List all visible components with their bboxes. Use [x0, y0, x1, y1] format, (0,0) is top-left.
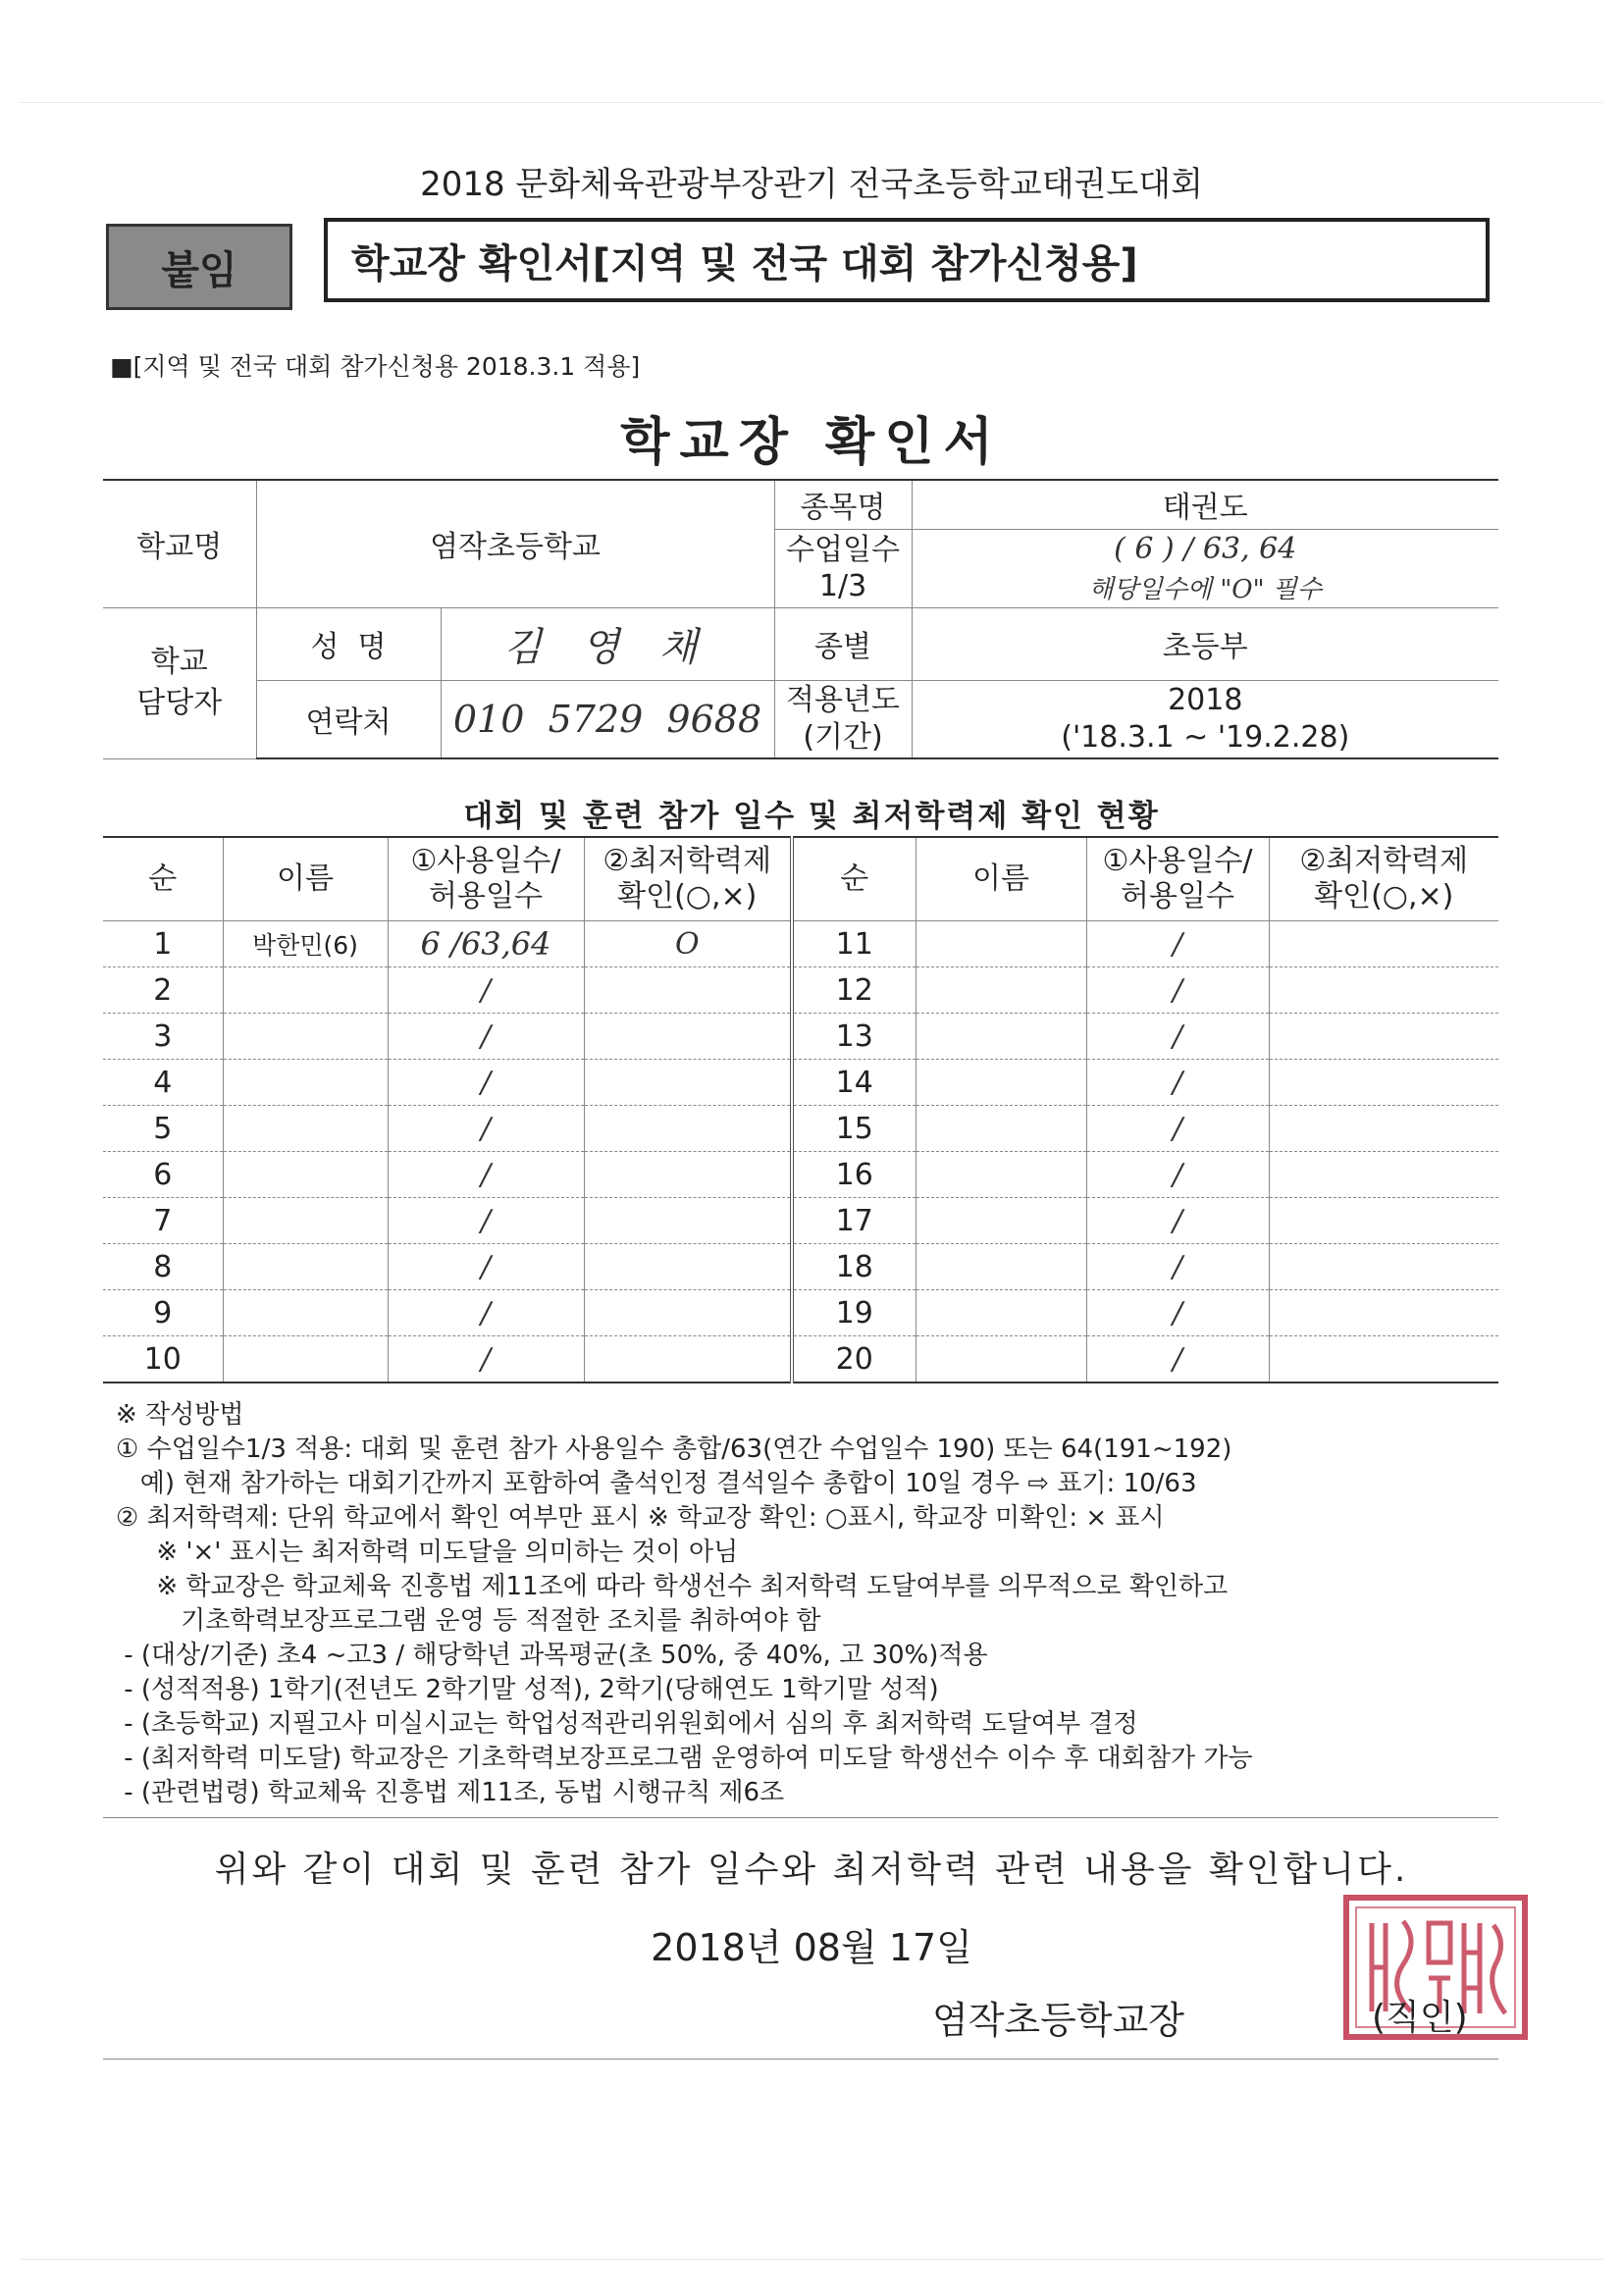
- class-days-label-line2: 1/3: [818, 569, 867, 603]
- bottom-divider: [103, 2059, 1498, 2060]
- row-no: 17: [792, 1198, 916, 1244]
- row-name: [223, 1244, 388, 1290]
- row-no: 6: [103, 1152, 223, 1198]
- participation-table: [103, 836, 1498, 1383]
- school-info-table: [103, 479, 1498, 759]
- row-no: 13: [792, 1014, 916, 1060]
- row-no: 14: [792, 1060, 916, 1106]
- row-name: [916, 1244, 1086, 1290]
- row-name: [916, 921, 1086, 967]
- row-check: [1269, 967, 1498, 1014]
- row-name: [916, 1290, 1086, 1336]
- table-row: [103, 921, 1498, 967]
- row-days: /: [388, 1336, 584, 1383]
- header-check-line2: 확인(○,×): [1314, 879, 1454, 913]
- row-check: [1269, 1106, 1498, 1152]
- row-days: /: [1086, 1244, 1269, 1290]
- row-no: 19: [792, 1290, 916, 1336]
- row-name: [223, 1014, 388, 1060]
- category-value: 초등부: [912, 607, 1498, 680]
- row-no: 3: [103, 1014, 223, 1060]
- table-row: [103, 1106, 1498, 1152]
- class-days-label: [774, 529, 912, 607]
- header-days-left: [388, 837, 584, 921]
- row-check: [584, 1336, 792, 1383]
- row-no: 9: [103, 1290, 223, 1336]
- category-label: 종별: [774, 607, 912, 680]
- row-days: /: [388, 1014, 584, 1060]
- confirmation-statement: 위와 같이 대회 및 훈련 참가 일수와 최저학력 관련 내용을 확인합니다.: [214, 1850, 1409, 1890]
- row-days: /: [388, 1060, 584, 1106]
- row-name: [223, 1290, 388, 1336]
- guide-line: ① 수업일수1/3 적용: 대회 및 훈련 참가 사용일수 총합/63(연간 수업일수 190) 또는 64(191~192): [116, 1435, 1232, 1464]
- header-check-line1: ②최저학력제: [1299, 844, 1469, 878]
- row-check: [1269, 1014, 1498, 1060]
- row-days: /: [388, 1106, 584, 1152]
- row-check: [584, 1060, 792, 1106]
- row-check: [1269, 1244, 1498, 1290]
- row-check: [1269, 1152, 1498, 1198]
- apply-year-label-line1: 적용년도: [786, 683, 900, 718]
- row-days: /: [388, 1244, 584, 1290]
- row-no: 1: [103, 921, 223, 967]
- row-no: 2: [103, 967, 223, 1014]
- row-no: 8: [103, 1244, 223, 1290]
- guide-line: 기초학력보장프로그램 운영 등 적절한 조치를 취하여야 함: [116, 1606, 821, 1636]
- apply-year-value: [912, 680, 1498, 758]
- staff-contact-value: 010 5729 9688: [441, 680, 774, 758]
- guide-line: - (성적적용) 1학기(전년도 2학기말 성적), 2학기(당해연도 1학기말 성적): [116, 1675, 939, 1704]
- header-no-left: 순: [103, 837, 223, 921]
- header-no-right: 순: [792, 837, 916, 921]
- apply-year: 2018: [1168, 683, 1243, 718]
- staff-contact-label: 연락처: [256, 680, 441, 758]
- row-name: [916, 967, 1086, 1014]
- staff-label-line1: 학교: [150, 645, 208, 679]
- row-no: 5: [103, 1106, 223, 1152]
- writing-guide: [116, 1398, 1509, 1810]
- row-name: [916, 1152, 1086, 1198]
- guide-line: ※ '×' 표시는 최저학력 미도달을 의미하는 것이 아님: [116, 1538, 739, 1567]
- staff-name-value: 김 영 채: [441, 607, 774, 680]
- row-no: 16: [792, 1152, 916, 1198]
- header-days-line1: ①사용일수/: [410, 844, 561, 878]
- row-check: [584, 1198, 792, 1244]
- row-check: [1269, 1198, 1498, 1244]
- row-check: [584, 1290, 792, 1336]
- class-days-note: 해당일수에 "O" 필수: [912, 568, 1498, 607]
- class-days-label-line1: 수업일수: [786, 532, 900, 567]
- seal-label: (직인): [1372, 1998, 1468, 2038]
- row-days: /: [1086, 1290, 1269, 1336]
- sport-label: 종목명: [774, 480, 912, 529]
- row-name: [916, 1198, 1086, 1244]
- row-days: /: [388, 967, 584, 1014]
- table-row: [103, 1290, 1498, 1336]
- guide-line: ※ 작성방법: [116, 1400, 244, 1430]
- page-bottom-rule: [20, 2259, 1603, 2260]
- guide-line: ※ 학교장은 학교체육 진흥법 제11조에 따라 학생선수 최저학력 도달여부를 의무적으로 확인하고: [116, 1572, 1229, 1601]
- table-row: [103, 1060, 1498, 1106]
- row-no: 18: [792, 1244, 916, 1290]
- row-days: /: [388, 1198, 584, 1244]
- row-days: /: [1086, 921, 1269, 967]
- row-check: [584, 1014, 792, 1060]
- guide-line: - (최저학력 미도달) 학교장은 기초학력보장프로그램 운영하여 미도달 학생선수 이수 후 대회참가 가능: [116, 1744, 1253, 1773]
- header-days-right: [1086, 837, 1269, 921]
- row-no: 11: [792, 921, 916, 967]
- row-days: /: [388, 1290, 584, 1336]
- row-check: [584, 1152, 792, 1198]
- confirmation-date: 2018년 08월 17일: [651, 1926, 972, 1969]
- guide-line: ② 최저학력제: 단위 학교에서 확인 여부만 표시 ※ 학교장 확인: ○표시, 학교장 미확인: × 표시: [116, 1503, 1165, 1533]
- table-row: [103, 1336, 1498, 1383]
- row-check: [584, 967, 792, 1014]
- row-name: [223, 1106, 388, 1152]
- header-days-line1: ①사용일수/: [1102, 844, 1253, 878]
- guide-line: - (초등학교) 지필고사 미실시교는 학업성적관리위원회에서 심의 후 최저학력 도달여부 결정: [116, 1709, 1138, 1739]
- row-no: 12: [792, 967, 916, 1014]
- row-name: [916, 1106, 1086, 1152]
- sport-value: 태권도: [912, 480, 1498, 529]
- header-check-line2: 확인(○,×): [617, 879, 758, 913]
- row-name: [223, 967, 388, 1014]
- row-no: 7: [103, 1198, 223, 1244]
- row-check: [1269, 1060, 1498, 1106]
- header-days-line2: 허용일수: [429, 879, 543, 913]
- header-name-right: 이름: [916, 837, 1086, 921]
- school-name-label: 학교명: [103, 480, 256, 607]
- principal-title: 염작초등학교장: [932, 1999, 1184, 2042]
- row-days: /: [1086, 1106, 1269, 1152]
- table-row: [103, 967, 1498, 1014]
- row-no: 20: [792, 1336, 916, 1383]
- application-notice: ■[지역 및 전국 대회 참가신청용 2018.3.1 적용]: [110, 352, 641, 381]
- row-check: O: [584, 921, 792, 967]
- row-name: 박한민(6): [223, 921, 388, 967]
- staff-label: [103, 607, 256, 758]
- header-name-left: 이름: [223, 837, 388, 921]
- guide-line: - (대상/기준) 초4 ~고3 / 해당학년 과목평균(초 50%, 중 40%, 고 30%)적용: [116, 1641, 988, 1670]
- row-days: /: [1086, 1060, 1269, 1106]
- row-no: 10: [103, 1336, 223, 1383]
- school-name-value: 염작초등학교: [256, 480, 774, 607]
- row-name: [223, 1198, 388, 1244]
- table-row: [103, 1244, 1498, 1290]
- row-name: [916, 1336, 1086, 1383]
- row-days: /: [1086, 1152, 1269, 1198]
- section-title: 대회 및 훈련 참가 일수 및 최저학력제 확인 현황: [463, 799, 1160, 834]
- staff-label-line2: 담당자: [136, 686, 223, 720]
- row-days: 6 /63,64: [388, 921, 584, 967]
- row-check: [1269, 921, 1498, 967]
- row-days: /: [1086, 1336, 1269, 1383]
- attachment-badge: 붙임: [106, 224, 292, 310]
- table-row: [103, 1014, 1498, 1060]
- table-row: [103, 1152, 1498, 1198]
- document-title: 학교장 확인서: [620, 413, 1003, 472]
- guide-line: - (관련법령) 학교체육 진흥법 제11조, 동법 시행규칙 제6조: [116, 1778, 785, 1807]
- row-check: [584, 1106, 792, 1152]
- header-check-left: [584, 837, 792, 921]
- row-check: [1269, 1290, 1498, 1336]
- header-check-line1: ②최저학력제: [602, 844, 772, 878]
- table-header-row: [103, 837, 1498, 921]
- row-name: [223, 1336, 388, 1383]
- apply-period: ('18.3.1 ~ '19.2.28): [1061, 719, 1350, 755]
- row-days: /: [1086, 967, 1269, 1014]
- row-no: 15: [792, 1106, 916, 1152]
- row-name: [916, 1060, 1086, 1106]
- apply-year-label: [774, 680, 912, 758]
- apply-year-label-line2: (기간): [803, 719, 883, 755]
- event-title: 2018 문화체육관광부장관기 전국초등학교태권도대회: [420, 165, 1203, 204]
- form-title-box: 학교장 확인서[지역 및 전국 대회 참가신청용]: [324, 218, 1490, 302]
- row-days: /: [388, 1152, 584, 1198]
- row-check: [584, 1244, 792, 1290]
- row-name: [223, 1060, 388, 1106]
- row-check: [1269, 1336, 1498, 1383]
- row-name: [223, 1152, 388, 1198]
- guide-divider: [103, 1817, 1498, 1818]
- page-top-rule: [20, 102, 1603, 103]
- header-days-line2: 허용일수: [1121, 879, 1234, 913]
- row-name: [916, 1014, 1086, 1060]
- header-check-right: [1269, 837, 1498, 921]
- row-days: /: [1086, 1014, 1269, 1060]
- class-days-value: ( 6 ) / 63, 64: [912, 529, 1498, 568]
- row-no: 4: [103, 1060, 223, 1106]
- row-days: /: [1086, 1198, 1269, 1244]
- guide-line: 예) 현재 참가하는 대회기간까지 포함하여 출석인정 결석일수 총합이 10일 경우 ⇨ 표기: 10/63: [116, 1469, 1197, 1498]
- table-row: [103, 1198, 1498, 1244]
- staff-name-label: 성 명: [256, 607, 441, 680]
